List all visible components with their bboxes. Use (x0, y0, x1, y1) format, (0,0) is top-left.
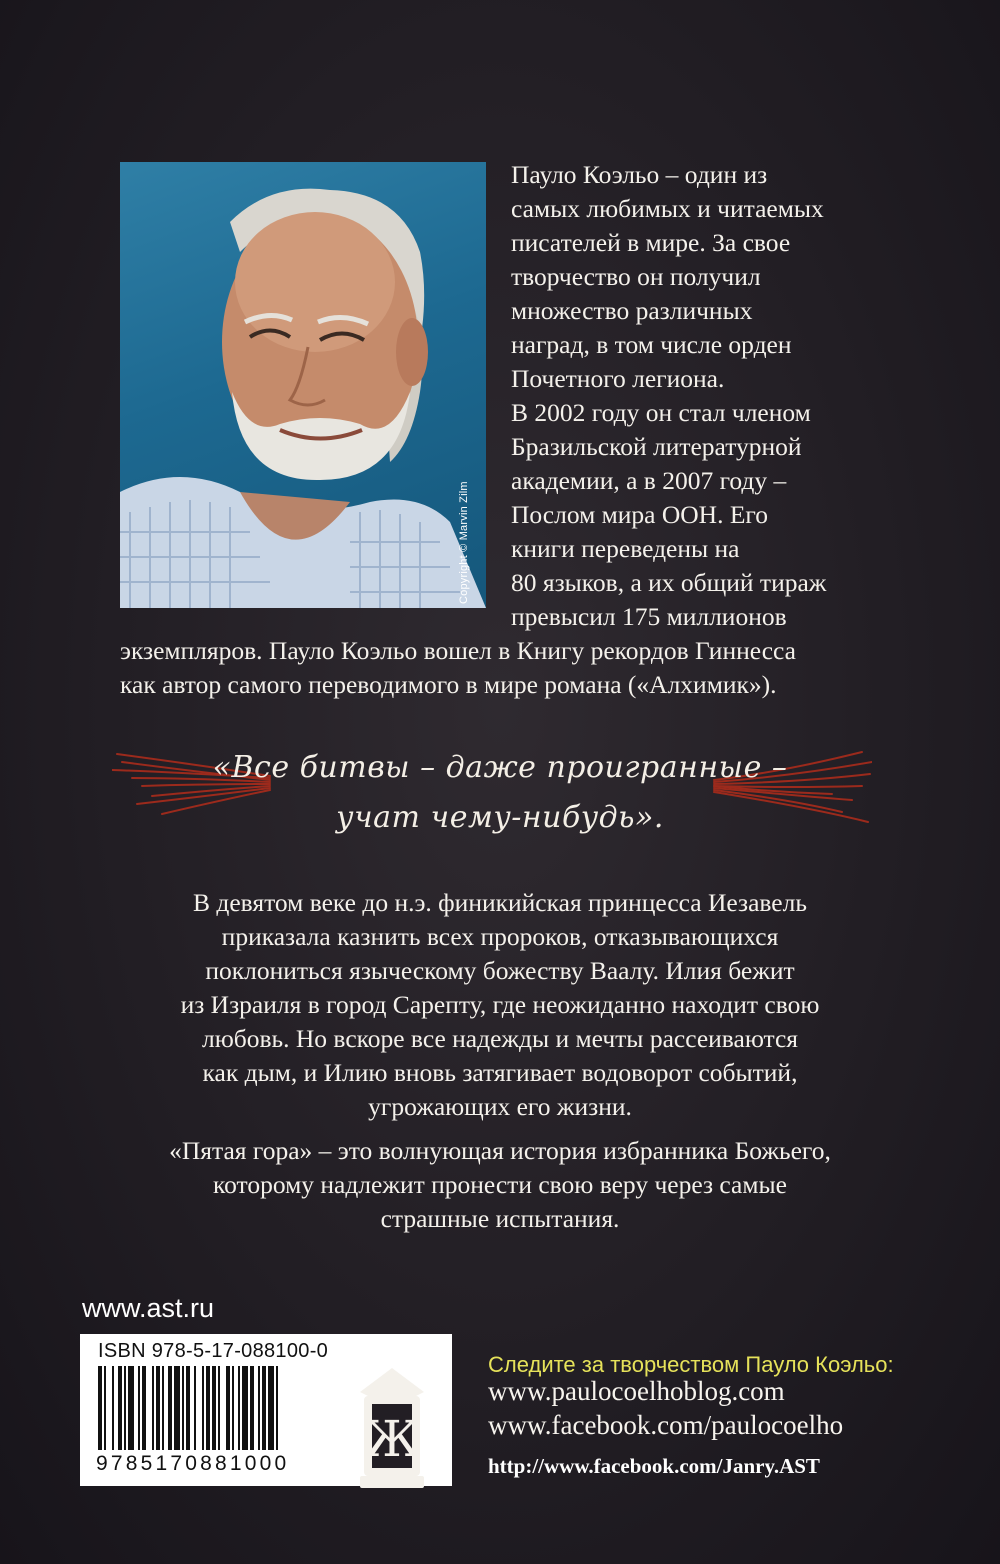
quote-line-1: «Все битвы – даже проигранные – (212, 750, 788, 785)
bio-line: Послом мира ООН. Его (511, 500, 768, 529)
barcode-bars (98, 1366, 348, 1454)
bio-line: превысил 175 миллионов (511, 602, 787, 631)
bio-line: Почетного легиона. (511, 364, 725, 393)
bio-line: писателей в мире. За свое (511, 228, 791, 257)
bio-line: самых любимых и читаемых (511, 194, 824, 223)
synopsis-line: «Пятая гора» – это волнующая история избранника Божьего, (169, 1136, 831, 1165)
bio-line: как автор самого переводимого в мире романа («Алхимик»). (120, 670, 777, 699)
bio-line: академии, а в 2007 году – (511, 466, 787, 495)
facebook-link[interactable]: www.facebook.com/paulocoelho (488, 1410, 844, 1440)
synopsis-line: В девятом веке до н.э. финикийская принцесса Иезавель (193, 888, 807, 917)
synopsis-line: поклониться языческому божеству Ваалу. Илия бежит (205, 956, 795, 985)
synopsis-line: любовь. Но вскоре все надежды и мечты рассеиваются (201, 1024, 799, 1053)
follow-heading: Следите за творчеством Пауло Коэльо: (488, 1352, 894, 1377)
synopsis-line: приказала казнить всех пророков, отказывающихся (221, 922, 779, 951)
logo-letter: Ж (363, 1410, 421, 1468)
synopsis-line: как дым, и Илию вновь затягивает водоворот событий, (202, 1058, 798, 1087)
bio-line: экземпляров. Пауло Коэльо вошел в Книгу рекордов Гиннесса (120, 636, 796, 665)
synopsis-line: угрожающих его жизни. (368, 1092, 632, 1121)
bio-line: книги переведены на (511, 534, 740, 563)
bio-line: творчество он получил (511, 262, 761, 291)
ean-number: 9785170881000 (96, 1452, 290, 1475)
bio-line: Пауло Коэльо – один из (511, 160, 768, 189)
author-portrait-illustration (120, 162, 486, 608)
quote-line-2: учат чему-нибудь». (336, 800, 664, 835)
bio-line: наград, в том числе орден (511, 330, 792, 359)
bio-line: Бразильской литературной (511, 432, 802, 461)
isbn-label: ISBN 978-5-17-088100-0 (98, 1340, 329, 1362)
ast-facebook-link[interactable]: http://www.facebook.com/Janry.AST (488, 1454, 820, 1478)
bio-line: 80 языков, а их общий тираж (511, 568, 827, 597)
synopsis-line: страшные испытания. (380, 1204, 620, 1233)
synopsis-line: из Израиля в город Сарепту, где неожиданно находит свою (180, 990, 820, 1019)
bio-line: множество различных (511, 296, 753, 325)
blog-link[interactable]: www.paulocoelhoblog.com (488, 1376, 785, 1406)
publisher-lantern-logo (350, 1366, 434, 1490)
bio-line: В 2002 году он стал членом (511, 398, 811, 427)
synopsis-line: которому надлежит пронести свою веру через самые (213, 1170, 787, 1199)
author-photo (120, 162, 486, 608)
photo-credit: Copyright © Marvin Zilm (458, 481, 470, 604)
publisher-website[interactable]: www.ast.ru (82, 1293, 215, 1323)
